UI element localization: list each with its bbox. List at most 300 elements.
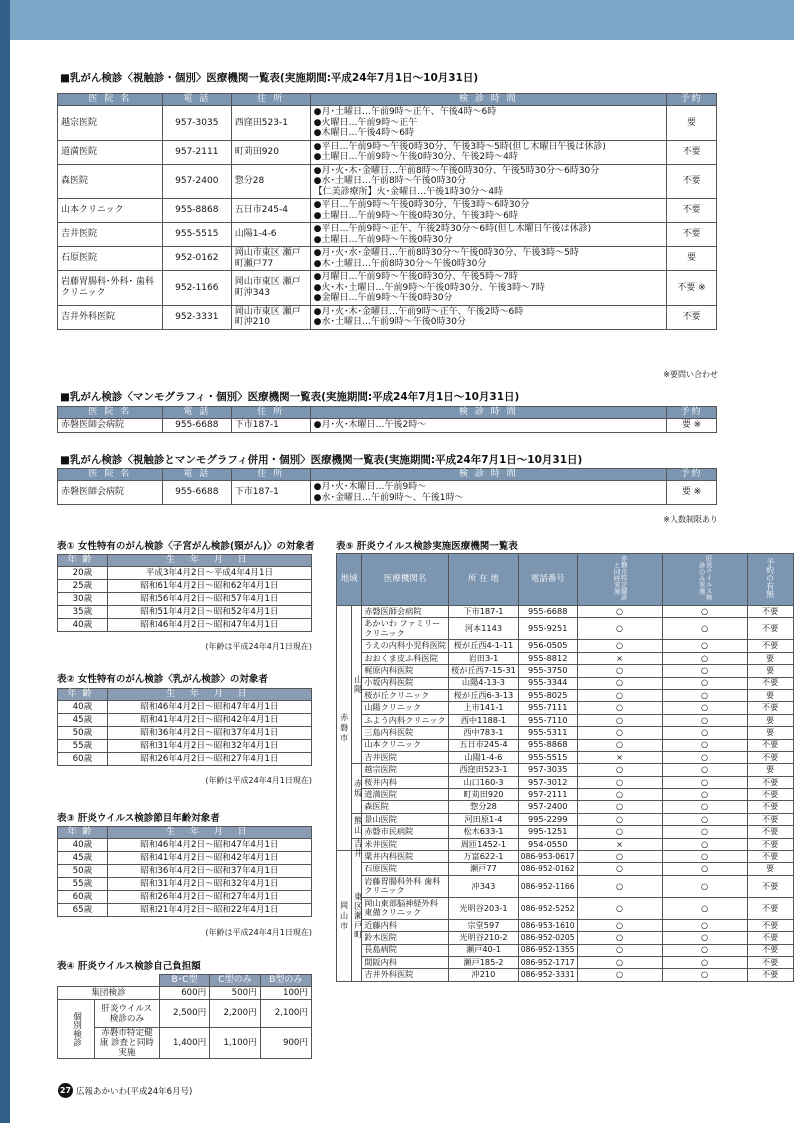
fee-cell: 2,100円 bbox=[260, 1000, 311, 1028]
col-tel: 電 話 bbox=[162, 469, 231, 481]
location: 沖343 bbox=[449, 875, 519, 897]
table-row bbox=[337, 776, 794, 788]
hours-line: ●水･土曜日…午前9時〜午後0時30分 bbox=[313, 317, 466, 327]
table-row bbox=[58, 593, 312, 606]
col-hepatitis-only: 肝炎ウイルス検診のみ実施 bbox=[662, 554, 747, 606]
phone: 957-2111 bbox=[518, 789, 577, 801]
phone: 955-6688 bbox=[518, 606, 577, 618]
birthdate-range: 昭和36年4月2日〜昭和37年4月1日 bbox=[107, 865, 311, 878]
address: 西窪田523-1 bbox=[231, 106, 310, 141]
fee-row-label: 肝炎ウイルス 検診のみ bbox=[95, 1000, 160, 1028]
clinic-name: ふよう内科クリニック bbox=[362, 714, 449, 726]
hospital-name: 赤磐医師会病院 bbox=[58, 419, 163, 433]
col-hours: 検 診 時 間 bbox=[310, 94, 666, 106]
clinic-name: 吉井医院 bbox=[362, 751, 449, 763]
fee-cell: 600円 bbox=[159, 987, 209, 1000]
age: 45歳 bbox=[58, 852, 108, 865]
birthdate-range: 昭和41年4月2日〜昭和42年4月1日 bbox=[107, 714, 311, 727]
table-row bbox=[337, 863, 794, 875]
fee-cell: 1,100円 bbox=[210, 1028, 260, 1059]
clinic-name: 長島病院 bbox=[362, 944, 449, 956]
clinic-name: 三島内科医院 bbox=[362, 727, 449, 739]
tel: 955-6688 bbox=[162, 419, 231, 433]
col-hospital-name: 医 院 名 bbox=[58, 407, 163, 419]
hepatitis-target-table bbox=[57, 826, 312, 917]
phone: 957-2400 bbox=[518, 801, 577, 813]
col-hours: 検 診 時 間 bbox=[310, 469, 666, 481]
table3-title: ■乳がん検診〈視触診とマンモグラフィ併用・個別〉医療機関一覧表(実施期間:平成24年7月1日〜10月31日) bbox=[60, 454, 583, 466]
table-row bbox=[337, 813, 794, 825]
phone: 086-952-1717 bbox=[518, 956, 577, 968]
hepatitis-only: ○ bbox=[662, 727, 747, 739]
exam-hours bbox=[310, 305, 666, 329]
phone: 086-952-1166 bbox=[518, 875, 577, 897]
with-health-check: ○ bbox=[577, 863, 662, 875]
hospital-name: 越宗医院 bbox=[58, 106, 163, 141]
tel: 955-6688 bbox=[162, 481, 231, 505]
tel: 952-3331 bbox=[162, 305, 231, 329]
table-row bbox=[58, 740, 312, 753]
hepatitis-only: ○ bbox=[662, 863, 747, 875]
hepatitis-only: ○ bbox=[662, 851, 747, 863]
with-health-check: ○ bbox=[577, 932, 662, 944]
birthdate-range: 昭和26年4月2日〜昭和27年4月1日 bbox=[107, 891, 311, 904]
table-row bbox=[337, 919, 794, 931]
table-row bbox=[337, 764, 794, 776]
birthdate-range: 昭和26年4月2日〜昭和27年4月1日 bbox=[107, 753, 311, 766]
hours-line: ●火･木･土曜日…午前9時〜午後0時30分、午後3時〜7時 bbox=[313, 282, 545, 293]
hepatitis-only: ○ bbox=[662, 702, 747, 714]
hours-line: ●土曜日…午前9時〜午後0時30分、午後2時〜4時 bbox=[313, 152, 518, 162]
clinic-name: 間阪内科 bbox=[362, 956, 449, 968]
hepatitis-only: ○ bbox=[662, 897, 747, 919]
hepatitis-only: ○ bbox=[662, 689, 747, 701]
table-row bbox=[58, 164, 717, 199]
reservation: 不要 bbox=[747, 776, 793, 788]
reservation: 不要 bbox=[667, 164, 717, 199]
tel: 955-5515 bbox=[162, 223, 231, 247]
with-health-check: ○ bbox=[577, 897, 662, 919]
table-row bbox=[58, 839, 312, 852]
phone: 955-3750 bbox=[518, 665, 577, 677]
table1-title: ■乳がん検診〈視触診・個別〉医療機関一覧表(実施期間:平成24年7月1日〜10月31日) bbox=[60, 72, 479, 84]
reservation: 不要 ※ bbox=[667, 271, 717, 306]
col-birthdate: 生 年 月 日 bbox=[107, 555, 311, 567]
reservation: 不要 bbox=[747, 618, 793, 640]
phone: 954-0550 bbox=[518, 838, 577, 850]
location: 河本1143 bbox=[449, 618, 519, 640]
clinic-name: 山本クリニック bbox=[362, 739, 449, 751]
reservation: 要 bbox=[667, 247, 717, 271]
phone: 955-7110 bbox=[518, 714, 577, 726]
age: 40歳 bbox=[58, 701, 108, 714]
table-row bbox=[58, 247, 717, 271]
s1-note: (年齢は平成24年4月1日現在) bbox=[205, 642, 312, 651]
area-label: 東区瀬戸町 bbox=[351, 851, 362, 982]
s1-title: 表① 女性特有のがん検診〈子宮がん検診(頸がん)〉の対象者 bbox=[57, 541, 315, 552]
phone: 957-3035 bbox=[518, 764, 577, 776]
exam-hours bbox=[310, 271, 666, 306]
with-health-check: ○ bbox=[577, 875, 662, 897]
birthdate-range: 昭和36年4月2日〜昭和37年4月1日 bbox=[107, 727, 311, 740]
clinic-name: 赤磐医師会病院 bbox=[362, 606, 449, 618]
col-address: 住 所 bbox=[231, 407, 310, 419]
hospital-name: 岩藤胃腸科･外科･ 歯科クリニック bbox=[58, 271, 163, 306]
fee-cell: 100円 bbox=[260, 987, 311, 1000]
table-row bbox=[337, 677, 794, 689]
with-health-check: ○ bbox=[577, 919, 662, 931]
with-health-check: ○ bbox=[577, 689, 662, 701]
col-reservation: 予約の有無 bbox=[747, 554, 793, 606]
reservation: 要 bbox=[747, 863, 793, 875]
hours-line: ●木曜日…午後4時〜6時 bbox=[313, 128, 414, 138]
fee-cell: 2,500円 bbox=[159, 1000, 209, 1028]
age: 35歳 bbox=[58, 606, 108, 619]
col-birthdate: 生 年 月 日 bbox=[107, 689, 311, 701]
phone: 995-1251 bbox=[518, 826, 577, 838]
table-row bbox=[337, 801, 794, 813]
table1-note: ※要問い合わせ bbox=[663, 370, 718, 379]
with-health-check: ○ bbox=[577, 714, 662, 726]
exam-hours bbox=[310, 419, 666, 433]
hepatitis-only: ○ bbox=[662, 776, 747, 788]
reservation: 要 bbox=[747, 689, 793, 701]
with-health-check: × bbox=[577, 751, 662, 763]
reservation: 不要 bbox=[747, 826, 793, 838]
birthdate-range: 昭和21年4月2日〜昭和22年4月1日 bbox=[107, 904, 311, 917]
hepatitis-only: ○ bbox=[662, 838, 747, 850]
address: 五日市245-4 bbox=[231, 199, 310, 223]
hepatitis-only: ○ bbox=[662, 606, 747, 618]
clinic-name: 岡山東部脳神経外科 東備クリニック bbox=[362, 897, 449, 919]
table-row bbox=[337, 652, 794, 664]
age: 50歳 bbox=[58, 865, 108, 878]
col-reservation: 予約 bbox=[667, 94, 717, 106]
phone: 086-952-1355 bbox=[518, 944, 577, 956]
table-row bbox=[58, 852, 312, 865]
hospital-name: 吉井外科医院 bbox=[58, 305, 163, 329]
area-label: 赤坂 bbox=[351, 764, 362, 814]
s3-title: 表③ 肝炎ウイルス検診節目年齢対象者 bbox=[57, 813, 220, 824]
reservation: 不要 bbox=[747, 969, 793, 981]
col-tel: 電 話 bbox=[162, 407, 231, 419]
reservation: 不要 bbox=[747, 851, 793, 863]
address: 下市187-1 bbox=[231, 419, 310, 433]
hepatitis-only: ○ bbox=[662, 789, 747, 801]
phone: 086-952-3331 bbox=[518, 969, 577, 981]
tel: 952-1166 bbox=[162, 271, 231, 306]
hepatitis-only: ○ bbox=[662, 813, 747, 825]
group-exam-label: 集団検診 bbox=[58, 987, 160, 1000]
hours-line: ●月･火･木･金曜日…午前8時〜午後0時30分、午後5時30分〜6時30分 bbox=[313, 165, 600, 176]
table-row bbox=[337, 897, 794, 919]
fee-cell: 500円 bbox=[210, 987, 260, 1000]
reservation: 不要 bbox=[747, 813, 793, 825]
clinic-name: 小坂内科医院 bbox=[362, 677, 449, 689]
hours-line: ●木･土曜日…午前8時30分〜午後0時30分 bbox=[313, 258, 487, 269]
table-row bbox=[337, 739, 794, 751]
col-hospital-name: 医 院 名 bbox=[58, 469, 163, 481]
col-reservation: 予約 bbox=[667, 407, 717, 419]
hours-line: ●月･火･木曜日…午前9時〜 bbox=[313, 482, 427, 492]
address: 岡山市東区 瀬戸町沖343 bbox=[231, 271, 310, 306]
birthdate-range: 昭和61年4月2日〜昭和62年4月1日 bbox=[107, 580, 311, 593]
address: 惣分28 bbox=[231, 164, 310, 199]
location: 沖210 bbox=[449, 969, 519, 981]
reservation: 要 bbox=[747, 665, 793, 677]
area-label: 熊山 bbox=[351, 813, 362, 838]
tel: 952-0162 bbox=[162, 247, 231, 271]
exam-hours bbox=[310, 106, 666, 141]
age: 40歳 bbox=[58, 619, 108, 632]
fee-row-label: 赤磐市特定健康 診査と同時実施 bbox=[95, 1028, 160, 1059]
location: 上市141-1 bbox=[449, 702, 519, 714]
tel: 955-8868 bbox=[162, 199, 231, 223]
age: 60歳 bbox=[58, 891, 108, 904]
table-row bbox=[58, 865, 312, 878]
reservation: 要 bbox=[747, 652, 793, 664]
birthdate-range: 昭和51年4月2日〜昭和52年4月1日 bbox=[107, 606, 311, 619]
table-row bbox=[337, 727, 794, 739]
hours-line: ●火曜日…午前9時〜正午 bbox=[313, 117, 418, 128]
table-row bbox=[58, 140, 717, 164]
location: 瀬戸185-2 bbox=[449, 956, 519, 968]
table-row bbox=[337, 751, 794, 763]
reservation: 不要 bbox=[747, 897, 793, 919]
with-health-check: ○ bbox=[577, 727, 662, 739]
fee-cell: 900円 bbox=[260, 1028, 311, 1059]
col-hours: 検 診 時 間 bbox=[310, 407, 666, 419]
clinic-name: 山陽クリニック bbox=[362, 702, 449, 714]
reservation: 不要 bbox=[747, 801, 793, 813]
table-row bbox=[58, 904, 312, 917]
blank-corner bbox=[58, 975, 160, 987]
location: 瀬戸77 bbox=[449, 863, 519, 875]
cervical-cancer-target-table bbox=[57, 554, 312, 632]
hours-line: ●平日…午前9時〜午後0時30分、午後3時〜5時(但し木曜日午後は休診) bbox=[313, 141, 606, 152]
fee-cell: 1,400円 bbox=[159, 1028, 209, 1059]
hours-line: ●水･土曜日…午前8時〜午後0時30分 bbox=[313, 176, 466, 186]
hours-line: ●水･金曜日…午前9時〜、午後1時〜 bbox=[313, 492, 464, 503]
table-row bbox=[58, 305, 717, 329]
col-address: 住 所 bbox=[231, 469, 310, 481]
breast-exam-palpation-table bbox=[57, 93, 717, 330]
hepatitis-only: ○ bbox=[662, 618, 747, 640]
location: 西中1188-1 bbox=[449, 714, 519, 726]
reservation: 不要 bbox=[747, 944, 793, 956]
table-row bbox=[337, 702, 794, 714]
clinic-name: 近藤内科 bbox=[362, 919, 449, 931]
reservation: 不要 bbox=[747, 739, 793, 751]
table2-title: ■乳がん検診〈マンモグラフィ・個別〉医療機関一覧表(実施期間:平成24年7月1日〜10月31日) bbox=[60, 391, 520, 403]
age: 60歳 bbox=[58, 753, 108, 766]
hours-line: ●月･土曜日…午前9時〜正午、午後4時〜6時 bbox=[313, 107, 497, 117]
city-label: 赤磐市 bbox=[337, 606, 352, 851]
hours-line: ●土曜日…午前9時〜午後0時30分 bbox=[313, 234, 453, 245]
location: 宗堂597 bbox=[449, 919, 519, 931]
phone: 086-952-0205 bbox=[518, 932, 577, 944]
phone: 956-0505 bbox=[518, 640, 577, 652]
with-health-check: ○ bbox=[577, 826, 662, 838]
reservation: 不要 bbox=[667, 223, 717, 247]
with-health-check: ○ bbox=[577, 851, 662, 863]
phone: 086-953-1610 bbox=[518, 919, 577, 931]
with-health-check: ○ bbox=[577, 618, 662, 640]
clinic-name: 岩藤胃腸科外科 歯科クリニック bbox=[362, 875, 449, 897]
phone: 955-8868 bbox=[518, 739, 577, 751]
hepatitis-only: ○ bbox=[662, 944, 747, 956]
top-color-band bbox=[10, 0, 794, 40]
with-health-check: ○ bbox=[577, 789, 662, 801]
hepatitis-only: ○ bbox=[662, 640, 747, 652]
s2-note: (年齢は平成24年4月1日現在) bbox=[205, 776, 312, 785]
hours-line: 【仁美診療所】火･金曜日…午後1時30分〜4時 bbox=[313, 186, 504, 197]
reservation: 不要 bbox=[747, 956, 793, 968]
location: 周匝1452-1 bbox=[449, 838, 519, 850]
table-row bbox=[337, 789, 794, 801]
col-age: 年齢 bbox=[58, 555, 108, 567]
phone: 955-8025 bbox=[518, 689, 577, 701]
birthdate-range: 昭和46年4月2日〜昭和47年4月1日 bbox=[107, 619, 311, 632]
col-with-health-check: 赤磐市特定健診と同時実施 bbox=[577, 554, 662, 606]
s4-title: 表④ 肝炎ウイルス検診自己負担額 bbox=[57, 961, 201, 972]
col-age: 年齢 bbox=[58, 827, 108, 839]
age: 25歳 bbox=[58, 580, 108, 593]
tel: 957-2400 bbox=[162, 164, 231, 199]
hours-line: ●平日…午前9時〜正午、午後2時30分〜6時(但し木曜日午後は休診) bbox=[313, 224, 592, 234]
clinic-name: うえの内科小児科医院 bbox=[362, 640, 449, 652]
table-row bbox=[58, 481, 717, 505]
reservation: 要 bbox=[747, 727, 793, 739]
clinic-name: 鈴木医院 bbox=[362, 932, 449, 944]
age: 50歳 bbox=[58, 727, 108, 740]
hospital-name: 山本クリニック bbox=[58, 199, 163, 223]
location: 五日市245-4 bbox=[449, 739, 519, 751]
location: 桜が丘西7-15-31 bbox=[449, 665, 519, 677]
hepatitis-only: ○ bbox=[662, 875, 747, 897]
col-address: 住 所 bbox=[231, 94, 310, 106]
area-label: 山陽 bbox=[351, 606, 362, 764]
table-row bbox=[337, 714, 794, 726]
birthdate-range: 昭和46年4月2日〜昭和47年4月1日 bbox=[107, 701, 311, 714]
reservation: 要 ※ bbox=[667, 481, 717, 505]
clinic-name: おおくま皮ふ科医院 bbox=[362, 652, 449, 664]
exam-hours bbox=[310, 140, 666, 164]
table-row bbox=[58, 271, 717, 306]
location: 光明谷210-2 bbox=[449, 932, 519, 944]
with-health-check: ○ bbox=[577, 969, 662, 981]
exam-hours bbox=[310, 199, 666, 223]
location: 岩田3-1 bbox=[449, 652, 519, 664]
hours-line: ●月曜日…午前9時〜午後0時30分、午後5時〜7時 bbox=[313, 272, 518, 282]
hepatitis-clinic-table bbox=[336, 553, 794, 982]
hospital-name: 吉井医院 bbox=[58, 223, 163, 247]
table-row bbox=[58, 567, 312, 580]
birthdate-range: 昭和41年4月2日〜昭和42年4月1日 bbox=[107, 852, 311, 865]
reservation: 要 bbox=[747, 714, 793, 726]
fee-cell: 2,200円 bbox=[210, 1000, 260, 1028]
page-footer bbox=[58, 1083, 192, 1098]
table-row bbox=[337, 606, 794, 618]
age: 65歳 bbox=[58, 904, 108, 917]
hours-line: ●平日…午前9時〜午後0時30分、午後3時〜6時30分 bbox=[313, 200, 530, 210]
reservation: 不要 bbox=[747, 702, 793, 714]
reservation: 不要 bbox=[747, 606, 793, 618]
col-bc-type: B･C型 bbox=[159, 975, 209, 987]
reservation: 要 bbox=[747, 764, 793, 776]
reservation: 不要 bbox=[747, 677, 793, 689]
with-health-check: ○ bbox=[577, 739, 662, 751]
phone: 086-952-5252 bbox=[518, 897, 577, 919]
col-c-only: C型のみ bbox=[210, 975, 260, 987]
table-row bbox=[337, 932, 794, 944]
clinic-name: 粟井内科医院 bbox=[362, 851, 449, 863]
address: 岡山市東区 瀬戸町沖210 bbox=[231, 305, 310, 329]
reservation: 不要 bbox=[747, 932, 793, 944]
location: 河田原1-4 bbox=[449, 813, 519, 825]
table-row bbox=[337, 851, 794, 863]
reservation: 不要 bbox=[667, 140, 717, 164]
col-birthdate: 生 年 月 日 bbox=[107, 827, 311, 839]
table-row bbox=[337, 826, 794, 838]
phone: 955-9251 bbox=[518, 618, 577, 640]
phone: 955-5311 bbox=[518, 727, 577, 739]
s3-note: (年齢は平成24年4月1日現在) bbox=[205, 928, 312, 937]
clinic-name: 米井医院 bbox=[362, 838, 449, 850]
publication-name: 広報あかいわ(平成24年6月号) bbox=[76, 1086, 193, 1097]
with-health-check: ○ bbox=[577, 640, 662, 652]
s2-title: 表② 女性特有のがん検診〈乳がん検診〉の対象者 bbox=[57, 674, 268, 685]
location: 西中783-1 bbox=[449, 727, 519, 739]
hepatitis-only: ○ bbox=[662, 932, 747, 944]
left-color-band bbox=[0, 0, 10, 1123]
table3-note: ※人数制限あり bbox=[663, 515, 718, 524]
age: 40歳 bbox=[58, 839, 108, 852]
with-health-check: ○ bbox=[577, 944, 662, 956]
reservation: 不要 bbox=[667, 305, 717, 329]
clinic-name: 石原医院 bbox=[362, 863, 449, 875]
hospital-name: 石原医院 bbox=[58, 247, 163, 271]
table-row bbox=[337, 689, 794, 701]
reservation: 不要 bbox=[747, 789, 793, 801]
phone: 955-3344 bbox=[518, 677, 577, 689]
clinic-name: 桜井内科 bbox=[362, 776, 449, 788]
location: 西窪田523-1 bbox=[449, 764, 519, 776]
age: 55歳 bbox=[58, 740, 108, 753]
table-row bbox=[58, 199, 717, 223]
table-row bbox=[337, 640, 794, 652]
table-row bbox=[337, 875, 794, 897]
location: 山陽4-13-3 bbox=[449, 677, 519, 689]
with-health-check: ○ bbox=[577, 702, 662, 714]
table-row bbox=[337, 838, 794, 850]
reservation: 要 ※ bbox=[667, 419, 717, 433]
col-age: 年齢 bbox=[58, 689, 108, 701]
hepatitis-only: ○ bbox=[662, 739, 747, 751]
table-row bbox=[337, 969, 794, 981]
city-label: 岡山市 bbox=[337, 851, 352, 982]
hepatitis-only: ○ bbox=[662, 801, 747, 813]
reservation: 不要 bbox=[747, 838, 793, 850]
hours-line: ●土曜日…午前9時〜午後0時30分、午後3時〜6時 bbox=[313, 210, 518, 221]
table-row bbox=[337, 665, 794, 677]
location: 桜が丘西6-3-13 bbox=[449, 689, 519, 701]
hospital-name: 森医院 bbox=[58, 164, 163, 199]
location: 山陽1-4-6 bbox=[449, 751, 519, 763]
age: 20歳 bbox=[58, 567, 108, 580]
hepatitis-only: ○ bbox=[662, 826, 747, 838]
location: 瀬戸40-1 bbox=[449, 944, 519, 956]
